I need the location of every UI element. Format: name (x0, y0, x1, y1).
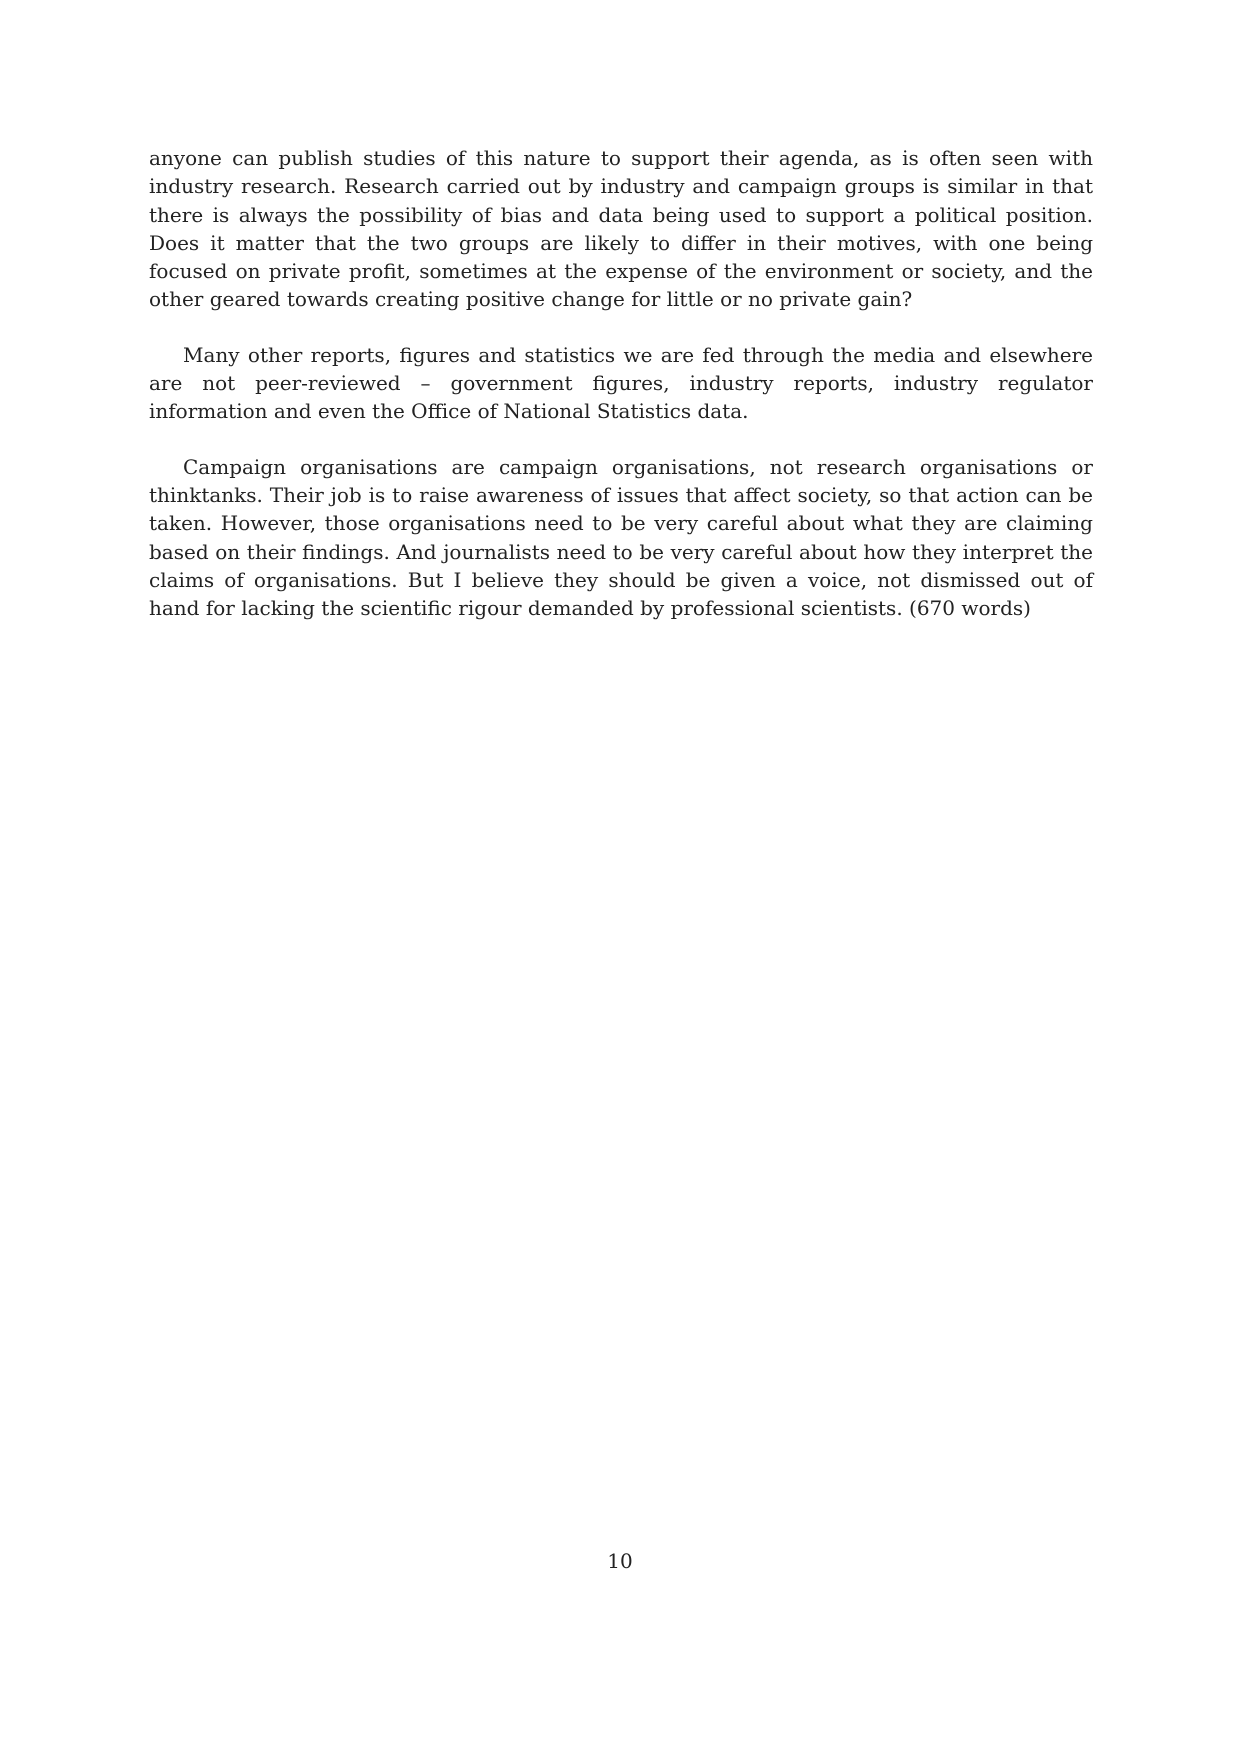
body-text (149, 144, 1093, 649)
paragraph-campaign-organisations: Campaign organisations are campaign organisations, not research organisations or thinktanks. Their job is to raise awareness of issues that affect society, so that action can be taken. However, those organisations need to be very careful about what they are claiming based on their findings. And journalists need to be very careful about how they interpret the claims of organisations. But I believe they should be given a voice, not dismissed out of hand for lacking the scientific rigour demanded by professional scientists. (670 words) (149, 454, 1093, 621)
paragraph-continuation: anyone can publish studies of this nature to support their agenda, as is often seen with industry research. Research carried out by industry and campaign groups is similar in that there is always the possibility of bias and data being used to support a political position. Does it matter that the two groups are likely to differ in their motives, with one being focused on private profit, sometimes at the expense of the environment or society, and the other geared towards creating positive change for little or no private gain? (149, 146, 1093, 312)
page-number: 10 (607, 1549, 633, 1573)
paragraph-statistics: Many other reports, figures and statistics we are fed through the media and elsewhere are not peer-reviewed – government figures, industry reports, industry regulator information and even the Office of National Statistics data. (149, 342, 1093, 424)
